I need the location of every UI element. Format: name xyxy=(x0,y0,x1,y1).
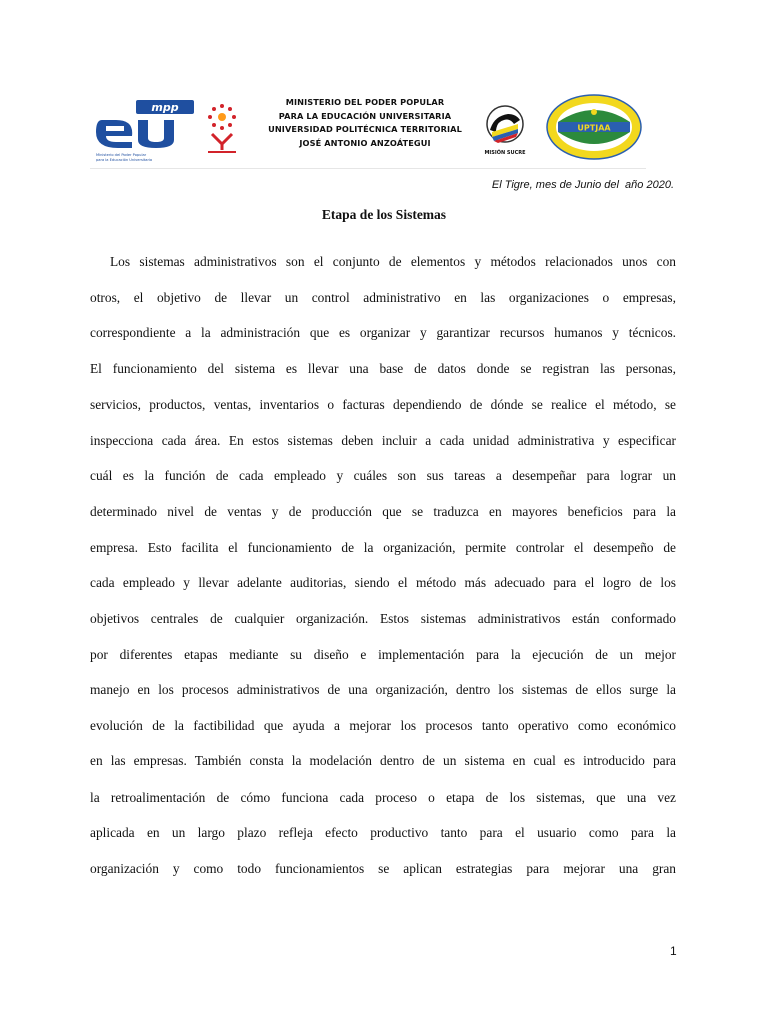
body-line-15: en las empresas. También consta la modelación dentro de un sistema en cual es introducido para xyxy=(90,753,676,768)
institution-banner xyxy=(90,92,646,169)
institution-name xyxy=(250,96,480,150)
body-line-11: objetivos centrales de cualquier organización. Estos sistemas administrativos están conformado xyxy=(90,611,676,626)
body-line-6: inspecciona cada área. En estos sistemas deben incluir a cada unidad administrativa y especificar xyxy=(90,433,676,448)
mision-caption: MISIÓN SUCRE xyxy=(484,150,526,156)
body-line-16: la retroalimentación de cómo funciona cada proceso o etapa de los sistemas, que una vez xyxy=(90,790,676,805)
mppeu-caption: Ministerio del Poder Popular xyxy=(96,153,147,157)
body-line-4: El funcionamiento del sistema es llevar una base de datos donde se registran las personas, xyxy=(90,361,676,376)
page-number: 1 xyxy=(670,944,677,958)
body-line-2: otros, el objetivo de llevar un control administrativo en las organizaciones o empresas, xyxy=(90,290,676,305)
body-line-5: servicios, productos, ventas, inventarios o facturas dependiendo de dónde se realice el método, se xyxy=(90,397,676,412)
svg-text:mpp: mpp xyxy=(151,101,179,114)
body-line-8: determinado nivel de ventas y de producción que se traduzca en mayores beneficios para la xyxy=(90,504,676,519)
uptjaa-logo xyxy=(544,92,644,162)
mision-sucre-logo xyxy=(480,102,530,158)
body-line-14: evolución de la factibilidad que ayuda a mejorar los procesos tanto operativo como económico xyxy=(90,718,676,733)
seal-logo xyxy=(202,100,242,154)
body-line-12: por diferentes etapas mediante su diseño e implementación para la ejecución de un mejor xyxy=(90,647,676,662)
institution-line-1: MINISTERIO DEL PODER POPULAR xyxy=(285,97,445,107)
uptjaa-text: UPTJAA xyxy=(577,123,611,133)
date-line: El Tigre, mes de Junio del año 2020. xyxy=(491,179,674,191)
body-line-1: Los sistemas administrativos son el conjunto de elementos y métodos relacionados unos con xyxy=(110,254,676,269)
body-line-18: organización y como todo funcionamientos se aplican estrategias para mejorar una gran xyxy=(90,861,676,876)
institution-line-3: UNIVERSIDAD POLITÉCNICA TERRITORIAL xyxy=(268,124,462,134)
body-line-17: aplicada en un largo plazo refleja efecto productivo tanto para el usuario como para la xyxy=(90,825,676,840)
institution-line-4: JOSÉ ANTONIO ANZOÁTEGUI xyxy=(299,137,431,148)
document-title: Etapa de los Sistemas xyxy=(321,207,447,222)
body-line-9: empresa. Esto facilita el funcionamiento de la organización, permite controlar el desempeño de xyxy=(90,540,676,555)
mppeu-logo xyxy=(92,98,196,164)
svg-text:para la Educación Universitari: para la Educación Universitaria xyxy=(96,158,153,162)
body-line-7: cuál es la función de cada empleado y cuáles son sus tareas a desempeñar para lograr un xyxy=(90,468,676,483)
institution-line-2: PARA LA EDUCACIÓN UNIVERSITARIA xyxy=(278,110,452,121)
body-line-10: cada empleado y llevar adelante auditorias, siendo el método más adecuado para el logro de los xyxy=(90,575,676,590)
body-line-3: correspondiente a la administración que es organizar y garantizar recursos humanos y técnicos. xyxy=(90,325,676,340)
body-line-13: manejo en los procesos administrativos de una organización, dentro los sistemas de ellos surge la xyxy=(90,682,676,697)
